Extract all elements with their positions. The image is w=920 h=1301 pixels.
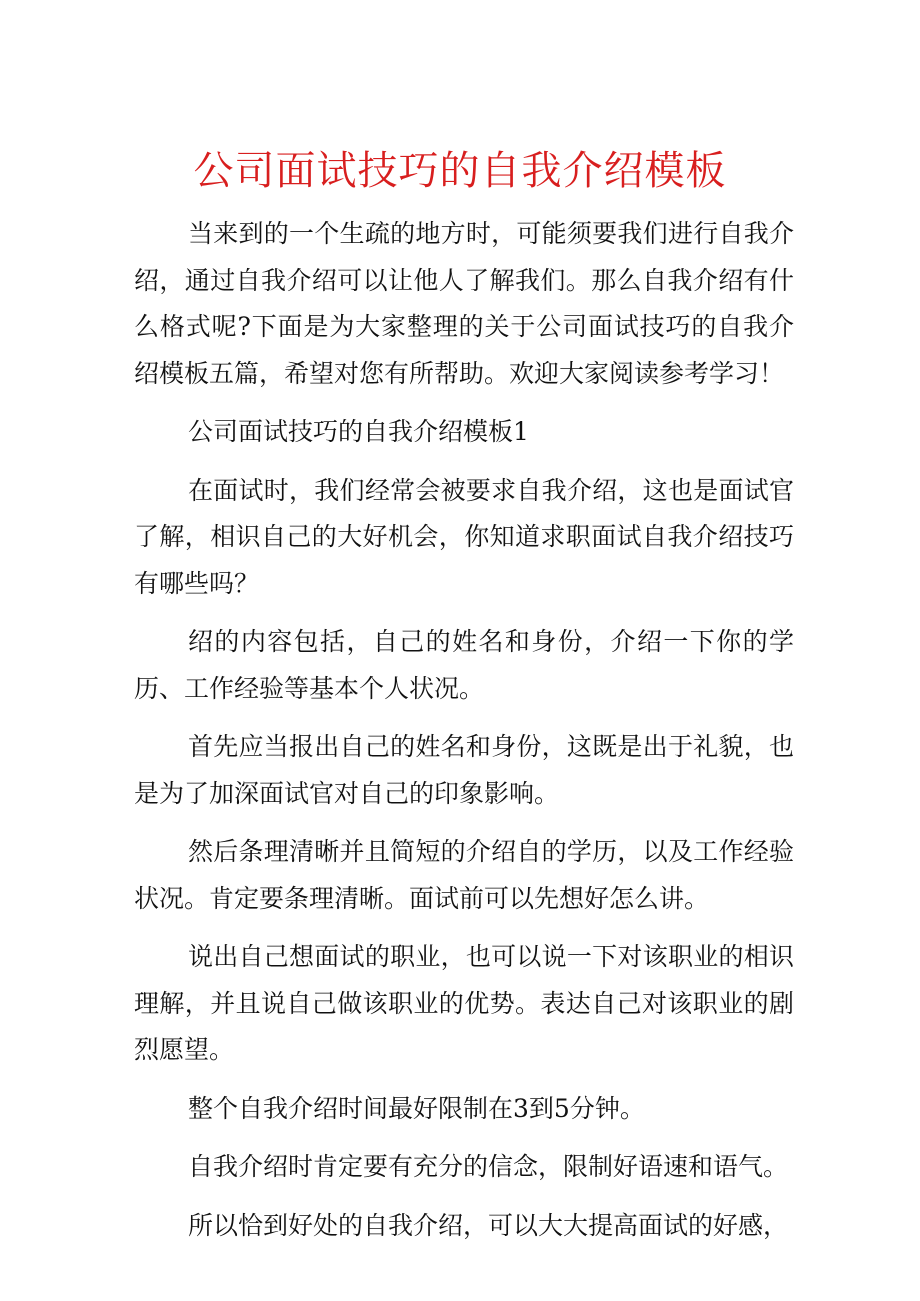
paragraph: 然后条理清晰并且简短的介绍自的学历，以及工作经验状况。肯定要条理清晰。面试前可以先想好怎么讲。 xyxy=(134,837,794,913)
paragraph: 在面试时，我们经常会被要求自我介绍，这也是面试官了解，相识自己的大好机会，你知道求职面试自我介绍技巧有哪些吗？ xyxy=(134,475,794,598)
document-body xyxy=(134,211,794,1249)
intro-paragraph: 当来到的一个生疏的地方时，可能须要我们进行自我介绍，通过自我介绍可以让他人了解我们。那么自我介绍有什么格式呢?下面是为大家整理的关于公司面试技巧的自我介绍模板五篇，希望对您有所帮助。欢迎大家阅读参考学习！ xyxy=(134,219,794,388)
paragraph: 整个自我介绍时间最好限制在3到5分钟。 xyxy=(188,1093,645,1123)
paragraph: 自我介绍时肯定要有充分的信念，限制好语速和语气。 xyxy=(188,1152,789,1181)
paragraph: 绍的内容包括，自己的姓名和身份，介绍一下你的学历、工作经验等基本个人状况。 xyxy=(134,627,794,703)
paragraph: 首先应当报出自己的姓名和身份，这既是出于礼貌，也是为了加深面试官对自己的印象影响。 xyxy=(134,732,794,808)
section-heading: 公司面试技巧的自我介绍模板1 xyxy=(188,417,529,446)
paragraph: 说出自己想面试的职业，也可以说一下对该职业的相识理解，并且说自己做该职业的优势。表达自己对该职业的剧烈愿望。 xyxy=(134,942,794,1064)
page-title: 公司面试技巧的自我介绍模板 xyxy=(193,148,727,194)
paragraph: 所以恰到好处的自我介绍，可以大大提高面试的好感， xyxy=(188,1210,789,1240)
